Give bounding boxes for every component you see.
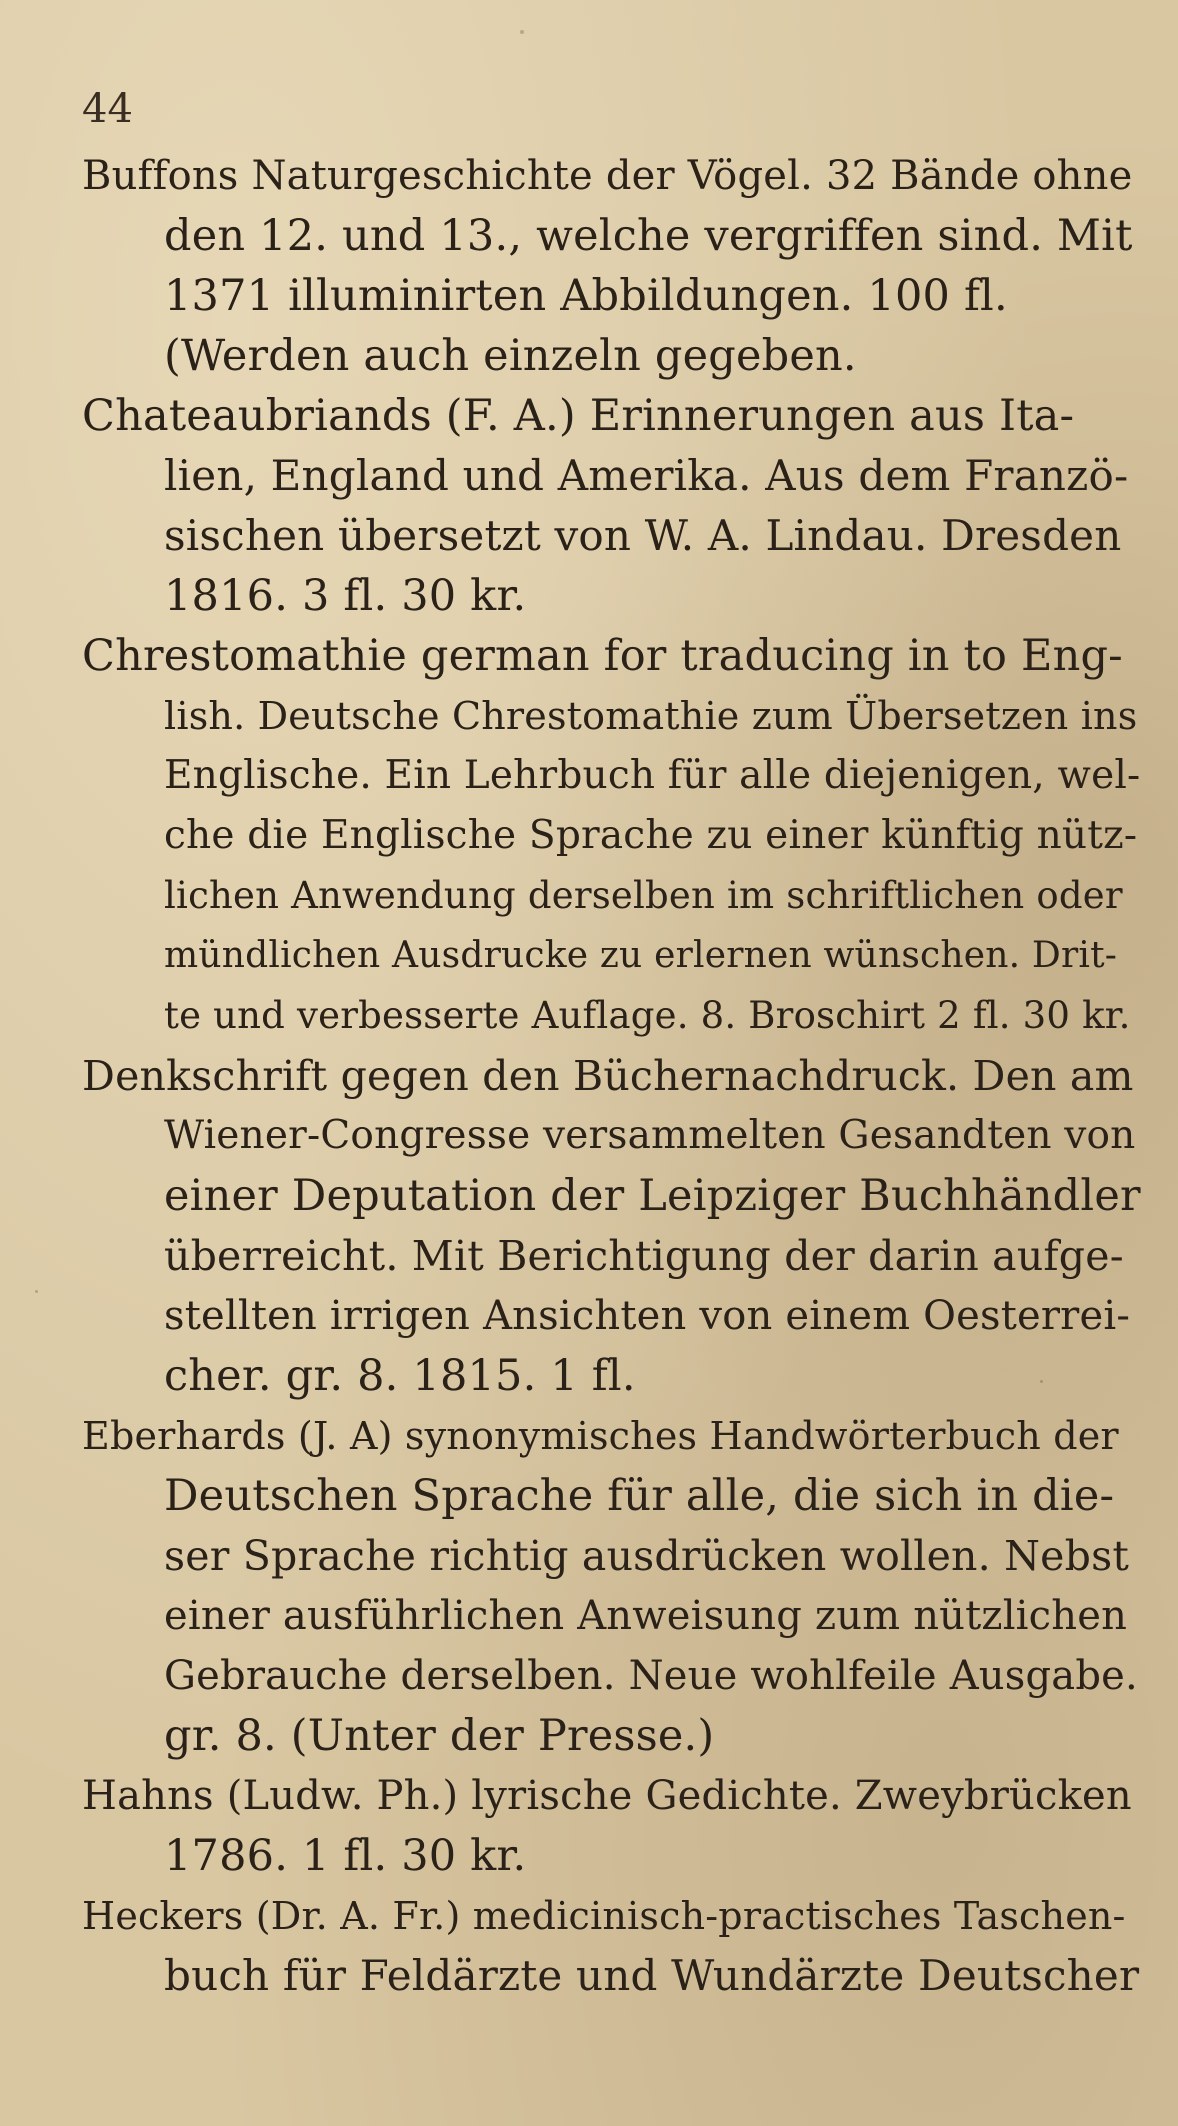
entry-line: te und verbesserte Auflage. 8. Broschirt 2 fl. 30 kr. xyxy=(164,994,1131,1037)
entry-line: einer Deputation der Leipziger Buchhändler xyxy=(164,1171,1141,1221)
entry-line: Englische. Ein Lehrbuch für alle diejenigen, wel- xyxy=(164,753,1141,798)
entry-line: Wiener-Congresse versammelten Gesandten von xyxy=(164,1113,1136,1158)
catalog-entry-chrestomathie xyxy=(82,626,1142,1046)
entry-line: Buffons Naturgeschichte der Vögel. 32 Bände ohne xyxy=(82,153,1133,199)
entry-line: Gebrauche derselben. Neue wohlfeile Ausgabe. xyxy=(164,1653,1138,1699)
entry-line: buch für Feldärzte und Wundärzte Deutscher xyxy=(164,1951,1140,2000)
entry-line: Chrestomathie german for traducing in to Eng- xyxy=(82,631,1123,681)
catalog-entry-hahn xyxy=(82,1766,1142,1886)
catalog-entries xyxy=(82,146,1142,2006)
catalog-entry-eberhard xyxy=(82,1406,1142,1766)
entry-line: lish. Deutsche Chrestomathie zum Übersetzen ins xyxy=(164,694,1138,738)
entry-line: Eberhards (J. A) synonymisches Handwörterbuch der xyxy=(82,1414,1119,1458)
entry-line: (Werden auch einzeln gegeben. xyxy=(164,331,857,381)
catalog-entry-chateaubriand xyxy=(82,386,1142,626)
entry-line: Deutschen Sprache für alle, die sich in die- xyxy=(164,1471,1115,1521)
entry-line: che die Englische Sprache zu einer künftig nütz- xyxy=(164,813,1138,858)
entry-line: einer ausführlichen Anweisung zum nützlichen xyxy=(164,1593,1128,1639)
paper-speck xyxy=(520,30,524,34)
entry-line: 1816. 3 fl. 30 kr. xyxy=(164,571,527,621)
entry-line: gr. 8. (Unter der Presse.) xyxy=(164,1711,715,1761)
entry-line: mündlichen Ausdrucke zu erlernen wünschen. Drit- xyxy=(164,935,1118,976)
page-number: 44 xyxy=(82,86,133,132)
paper-speck xyxy=(35,1290,38,1293)
catalog-entry-denkschrift xyxy=(82,1046,1142,1406)
entry-line: 1371 illuminirten Abbildungen. 100 fl. xyxy=(164,271,1008,321)
entry-line: Denkschrift gegen den Büchernachdruck. Den am xyxy=(82,1052,1134,1100)
entry-line: Heckers (Dr. A. Fr.) medicinisch-practisches Taschen- xyxy=(82,1894,1126,1938)
entry-line: stellten irrigen Ansichten von einem Oesterrei- xyxy=(164,1293,1131,1339)
entry-line: den 12. und 13., welche vergriffen sind. Mit xyxy=(164,211,1133,261)
entry-line: lichen Anwendung derselben im schriftlichen oder xyxy=(164,874,1123,917)
entry-line: 1786. 1 fl. 30 kr. xyxy=(164,1831,527,1881)
catalog-entry-hecker xyxy=(82,1886,1142,2006)
entry-line: Chateaubriands (F. A.) Erinnerungen aus Ita- xyxy=(82,391,1075,441)
entry-line: sischen übersetzt von W. A. Lindau. Dresden xyxy=(164,511,1122,560)
entry-line: ser Sprache richtig ausdrücken wollen. Nebst xyxy=(164,1532,1130,1580)
entry-line: cher. gr. 8. 1815. 1 fl. xyxy=(164,1351,636,1401)
catalog-entry-buffon xyxy=(82,146,1142,386)
entry-line: Hahns (Ludw. Ph.) lyrische Gedichte. Zweybrücken xyxy=(82,1773,1132,1819)
entry-line: überreicht. Mit Berichtigung der darin aufge- xyxy=(164,1232,1124,1280)
entry-line: lien, England und Amerika. Aus dem Franzö- xyxy=(164,451,1129,500)
